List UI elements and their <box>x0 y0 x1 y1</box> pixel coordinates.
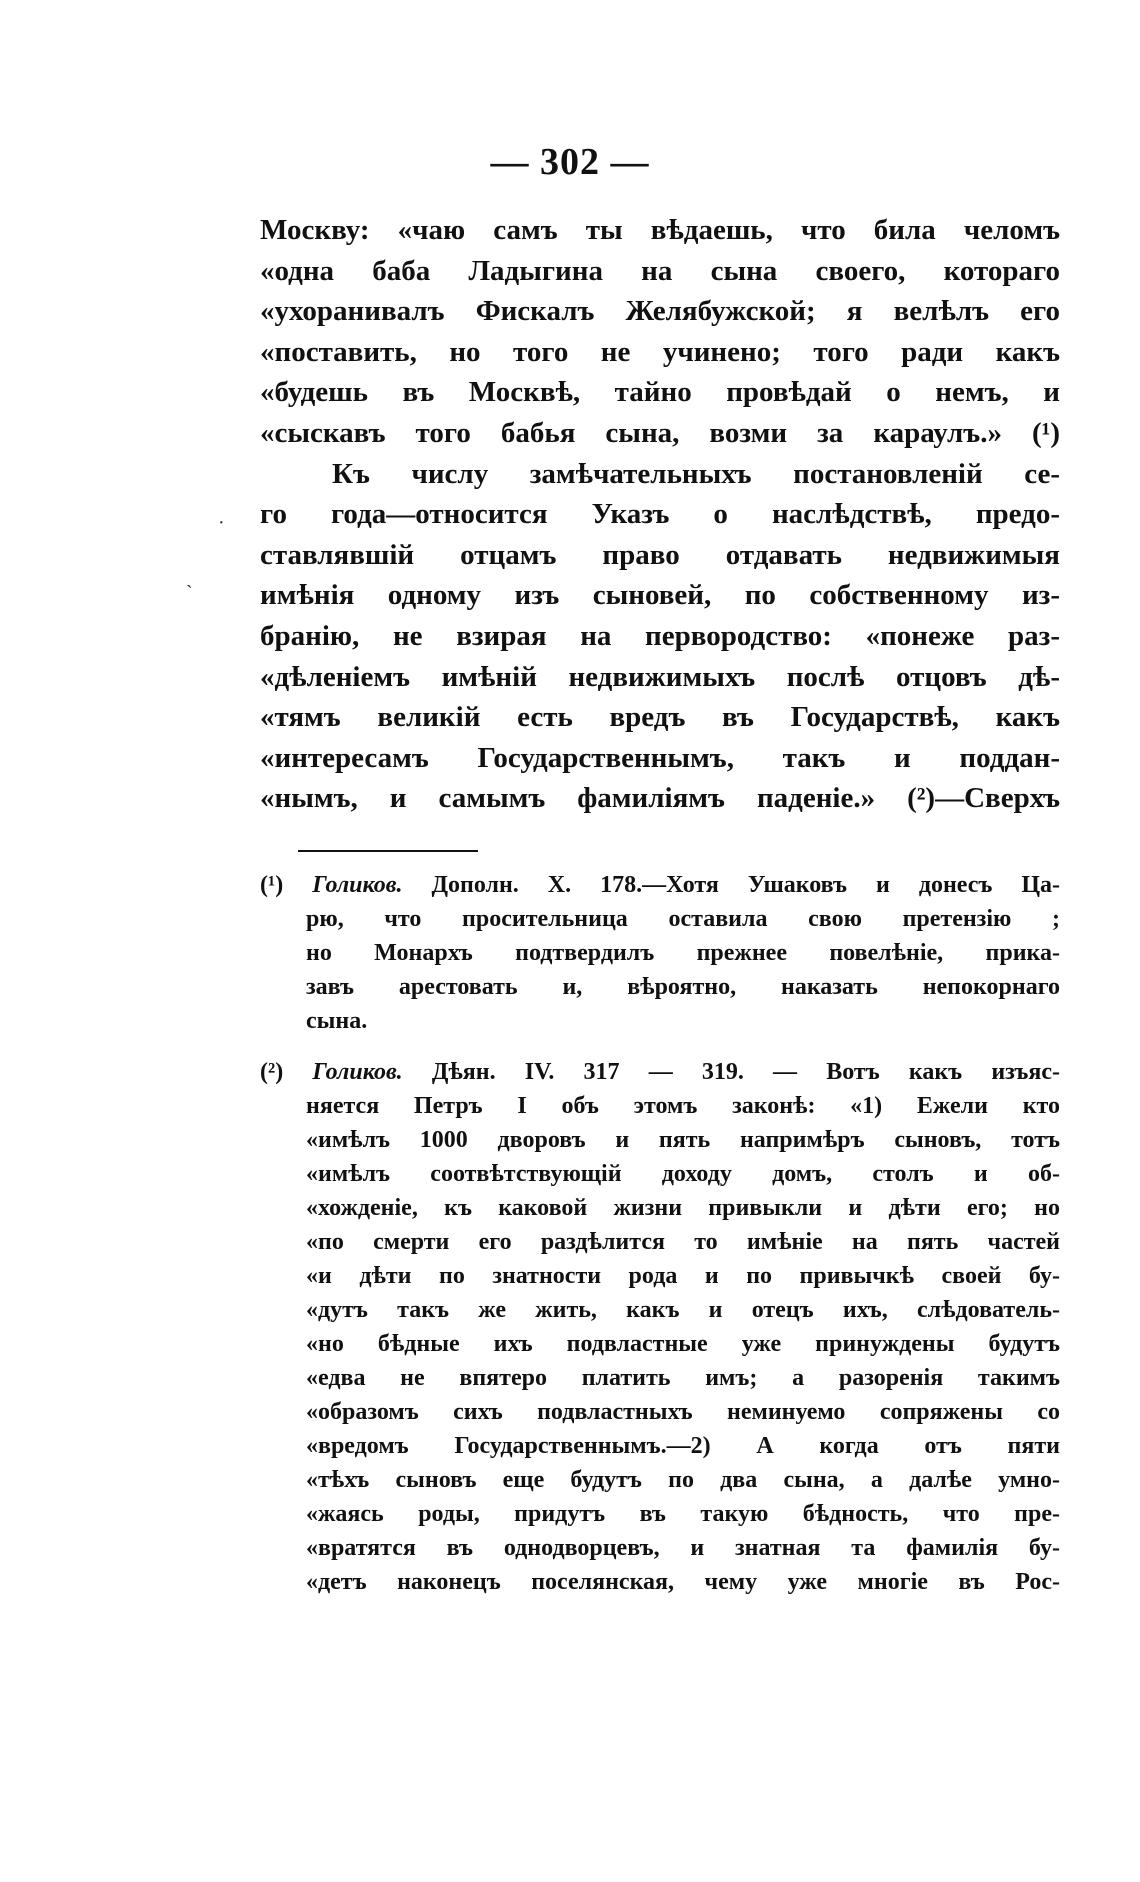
text-line: «будешь въ Москвѣ, тайно провѣдай о немъ, и <box>260 376 1060 409</box>
footnote-line: «и дѣти по знатности рода и по привычкѣ своей бу- <box>306 1263 1060 1289</box>
footnote-line: «детъ наконецъ поселянская, чему уже многіе въ Рос- <box>306 1569 1060 1595</box>
text-line: «интересамъ Государственнымъ, такъ и поддан- <box>260 741 1060 774</box>
text-line: Москву: «чаю самъ ты вѣдаешь, что била челомъ <box>260 214 1060 246</box>
footnote-line: «едва не впятеро платить имъ; а разоренія такимъ <box>306 1365 1060 1391</box>
footnote-line: но Монархъ подтвердилъ прежнее повелѣніе, прика- <box>306 940 1060 966</box>
text-line: «одна баба Ладыгина на сына своего, котораго <box>260 254 1060 287</box>
main-text-block <box>260 210 1060 819</box>
footnote-source: Голиков. <box>312 1059 403 1085</box>
text-line: «тямъ великій есть вредъ въ Государствѣ, какъ <box>260 701 1060 734</box>
footnote-marker: (¹) <box>260 872 284 898</box>
footnote-first-line <box>260 1055 1060 1089</box>
stray-dot-mark: · <box>218 512 225 534</box>
text-line: «дѣленіемъ имѣній недвижимыхъ послѣ отцовъ дѣ- <box>260 660 1060 693</box>
text-line: бранію, не взирая на первородство: «понеже раз- <box>260 619 1060 652</box>
footnote-line: «жаясь роды, придутъ въ такую бѣдность, что пре- <box>306 1501 1060 1527</box>
text-line: «ухоранивалъ Фискалъ Желябужской; я велѣлъ его <box>260 295 1060 328</box>
footnote-line: «вредомъ Государственнымъ.—2) А когда отъ пяти <box>306 1433 1060 1459</box>
stray-tick-mark: ˋ <box>186 582 193 604</box>
footnote-text: Дѣян. IV. 317 — 319. — Вотъ какъ изъяс- <box>431 1059 1061 1085</box>
footnote-line: «но бѣдные ихъ подвластные уже принуждены будутъ <box>306 1331 1060 1357</box>
footnote-text: Дополн. X. 178.—Хотя Ушаковъ и донесъ Ца- <box>431 872 1061 898</box>
footnote-divider <box>298 850 478 852</box>
footnote-line: «имѣлъ 1000 дворовъ и пять напримѣръ сыновъ, тотъ <box>306 1127 1060 1153</box>
footnote-line: «по смерти его раздѣлится то имѣніе на пять частей <box>306 1229 1060 1255</box>
text-line: «сыскавъ того бабья сына, возми за караулъ.» (¹) <box>260 416 1060 449</box>
text-line: «поставить, но того не учинено; того ради какъ <box>260 335 1060 368</box>
footnote-line: «вратятся въ однодворцевъ, и знатная та фамилія бу- <box>306 1535 1060 1561</box>
text-line: ставлявшій отцамъ право отдавать недвижимыя <box>260 538 1060 571</box>
footnote-line: сына. <box>306 1008 368 1034</box>
footnote-line: «тѣхъ сыновъ еще будутъ по два сына, а далѣе умно- <box>306 1467 1060 1493</box>
footnote-line: «образомъ сихъ подвластныхъ неминуемо сопряжены со <box>306 1399 1060 1425</box>
page-number: — 302 — <box>490 141 650 183</box>
footnote-line: «дутъ такъ же жить, какъ и отецъ ихъ, слѣдователь- <box>306 1297 1060 1323</box>
footnote-source: Голиков. <box>312 872 403 898</box>
footnote-marker: (²) <box>260 1059 284 1085</box>
footnote-first-line <box>260 868 1060 902</box>
text-line-paragraph-start: Къ числу замѣчательныхъ постановленій се- <box>332 457 1060 490</box>
footnote-line: няется Петръ I объ этомъ законѣ: «1) Ежели кто <box>306 1093 1060 1119</box>
footnote-1 <box>260 868 1060 1038</box>
text-line: «нымъ, и самымъ фамиліямъ паденіе.» (²)—Сверхъ <box>260 782 1060 815</box>
footnote-line: «имѣлъ соотвѣтствующій доходу домъ, столъ и об- <box>306 1161 1060 1187</box>
footnote-line: завъ арестовать и, вѣроятно, наказать непокорнаго <box>306 974 1060 1000</box>
footnote-2 <box>260 1055 1060 1599</box>
footnote-line: рю, что просительница оставила свою претензію ; <box>306 906 1060 932</box>
text-line: имѣнія одному изъ сыновей, по собственному из- <box>260 579 1060 612</box>
text-line: го года—относится Указъ о наслѣдствѣ, предо- <box>260 498 1060 531</box>
footnote-line: «хожденіе, къ каковой жизни привыкли и дѣти его; но <box>306 1195 1060 1221</box>
